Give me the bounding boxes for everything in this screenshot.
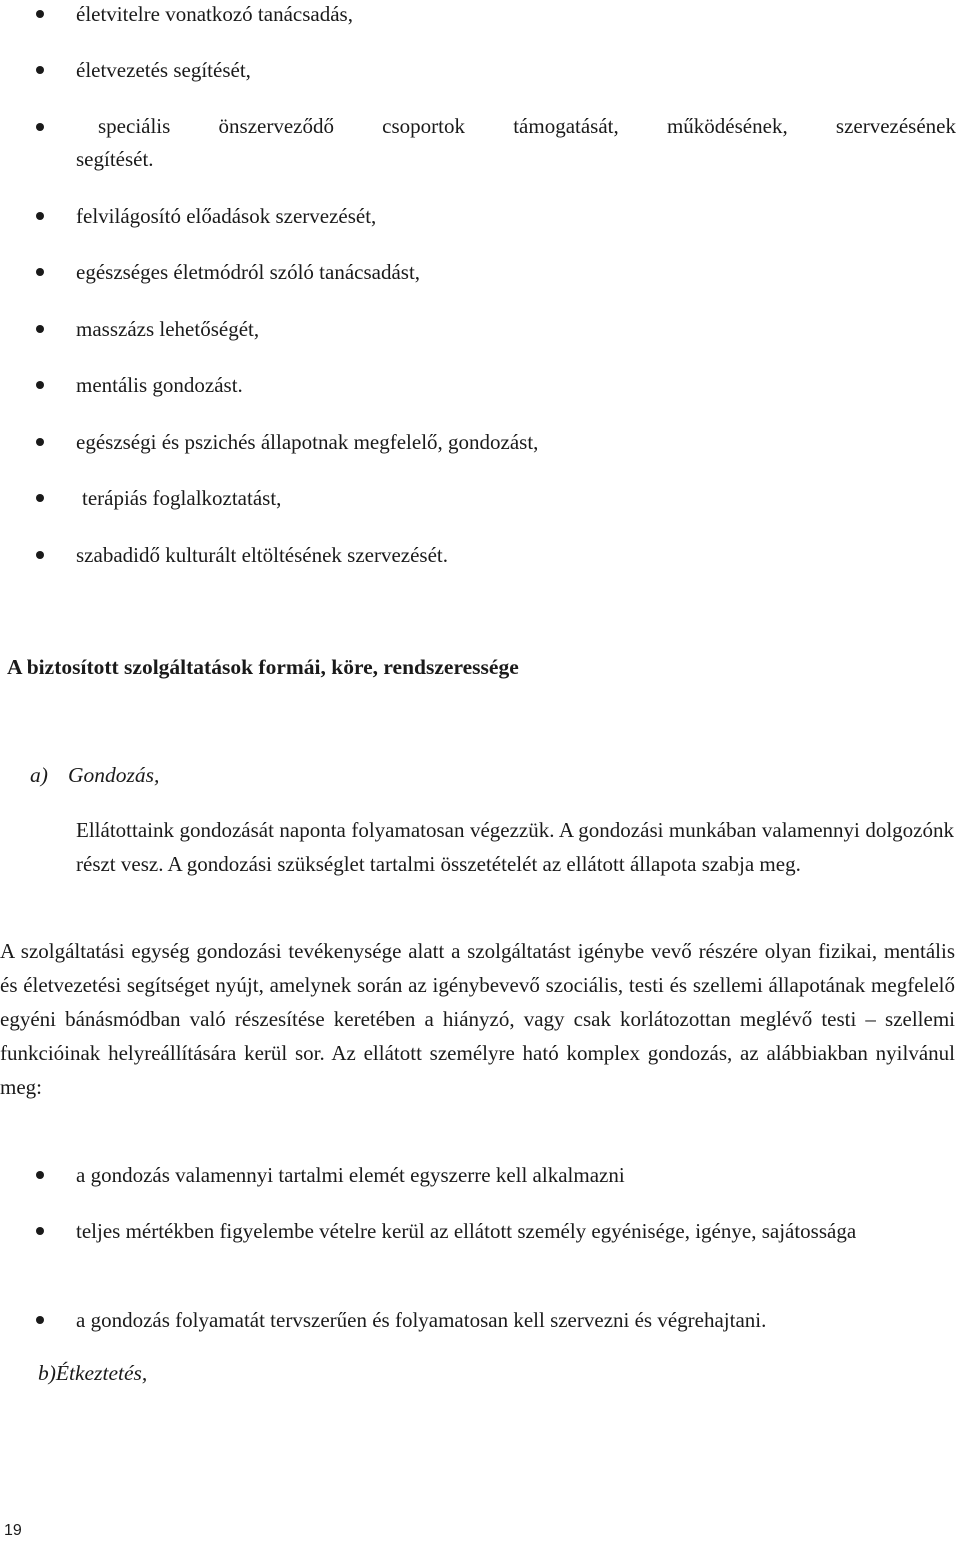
list-item-line: speciális önszerveződő csoportok támogatását, működésének, szervezésének [98,114,956,138]
bullet-dot [36,438,44,446]
bullet-dot [36,10,44,18]
bullet-dot [36,268,44,276]
list-item: mentális gondozást. [76,373,243,397]
bullet-dot [36,123,44,131]
subsection-b-title: b)Étkeztetés, [38,1361,148,1385]
bullet-dot [36,551,44,559]
list-item: a gondozás valamennyi tartalmi elemét egyszerre kell alkalmazni [76,1163,625,1187]
bullet-dot [36,212,44,220]
list-item-continuation: segítését. [76,147,154,171]
list-item [76,110,956,143]
subsection-a-title: Gondozás, [68,763,160,787]
list-item: a gondozás folyamatát tervszerűen és folyamatosan kell szervezni és végrehajtani. [76,1308,767,1332]
bullet-dot [36,381,44,389]
bullet-dot [36,1316,44,1324]
section-heading: A biztosított szolgáltatások formái, köre, rendszeressége [7,655,519,679]
list-item: terápiás foglalkoztatást, [82,486,282,510]
list-item: életvezetés segítését, [76,58,251,82]
subsection-a-label: a) [30,763,48,787]
list-item: felvilágosító előadások szervezését, [76,204,377,228]
subsection-a-paragraph: Ellátottaink gondozását naponta folyamatosan végezzük. A gondozási munkában valamennyi dolgozónk részt vesz. A gondozási szükséglet tartalmi összetételét az ellátott állapota szabja meg. [76,818,954,876]
list-item: egészségi és pszichés állapotnak megfelelő, gondozást, [76,430,539,454]
page-number: 19 [4,1522,22,1539]
bullet-dot [36,1171,44,1179]
list-item: teljes mértékben figyelembe vételre kerül az ellátott személy egyénisége, igénye, sajátossága [76,1219,857,1243]
list-item: egészséges életmódról szóló tanácsadást, [76,260,421,284]
list-item: masszázs lehetőségét, [76,317,260,341]
bullet-dot [36,1227,44,1235]
list-item: szabadidő kulturált eltöltésének szervezését. [76,543,449,567]
bullet-dot [36,325,44,333]
main-paragraph: A szolgáltatási egység gondozási tevékenysége alatt a szolgáltatást igénybe vevő részére olyan fizikai, mentális és életvezetési segítséget nyújt, amelynek során az igénybevevő szociális, testi és szellemi állapotának megfelelő egyéni bánásmódban való részesítése keretében a hiányzó, vagy csak korlátozottan meglévő testi – szellemi funkcióinak helyreállítására kerül sor. Az ellátott személyre ható komplex gondozás, az alábbiakban nyilvánul meg: [0,939,955,1099]
bullet-dot [36,494,44,502]
bullet-dot [36,66,44,74]
list-item: életvitelre vonatkozó tanácsadás, [76,2,353,26]
